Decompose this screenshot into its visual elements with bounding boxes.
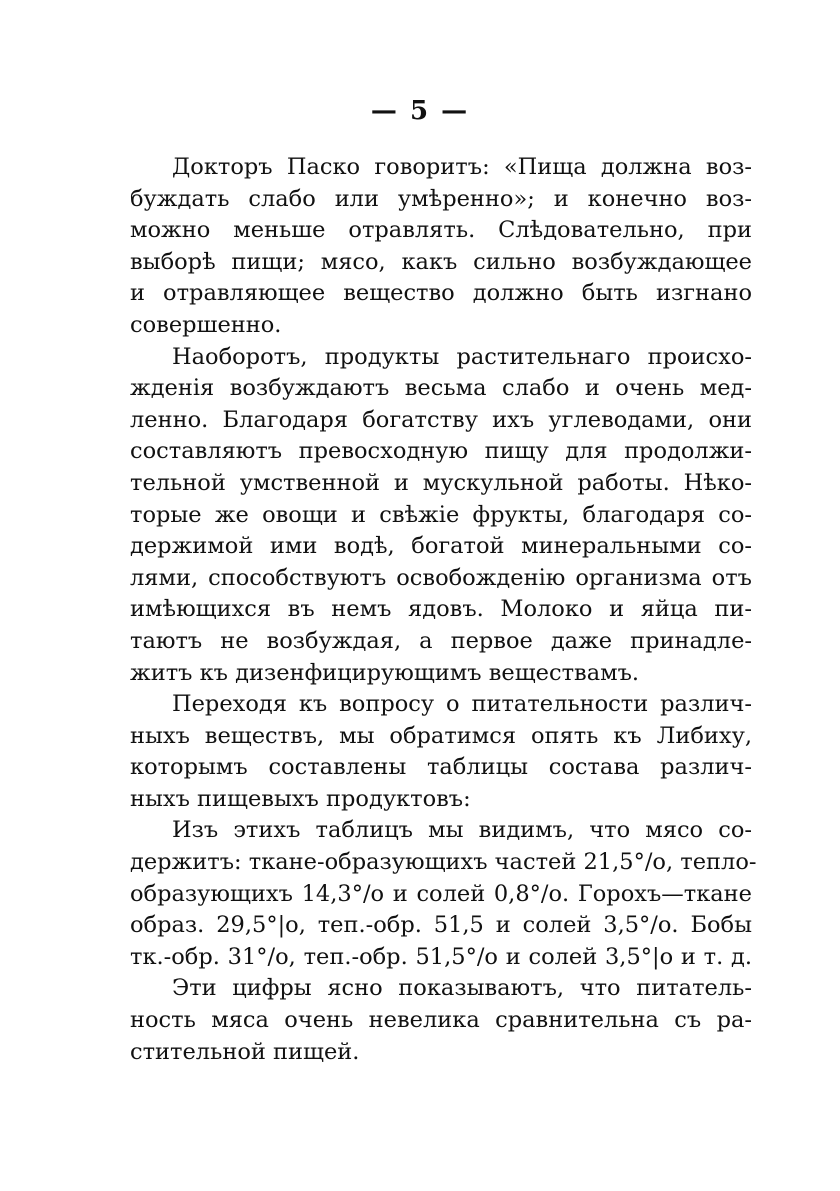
text-line: ленно. Благодаря богатству ихъ углеводами, они (130, 406, 752, 433)
text-line: Изъ этихъ таблицъ мы видимъ, что мясо со- (172, 817, 752, 844)
text-line: держимой ими водѣ, богатой минеральными со- (130, 533, 752, 560)
text-line: Наоборотъ, продукты растительнаго происхо- (172, 343, 752, 370)
paragraph (130, 815, 757, 973)
text-line: которымъ составлены таблицы состава различ- (130, 754, 752, 781)
text-line: житъ къ дизенфицирующимъ веществамъ. (130, 659, 640, 686)
text-line: торые же овощи и свѣжіе фрукты, благодаря со- (130, 501, 752, 528)
text-line: выборѣ пищи; мясо, какъ сильно возбуждающее (130, 248, 752, 275)
text-line: образ. 29,5°|о, теп.-обр. 51,5 и солей 3,5°/о. Бобы (130, 912, 752, 939)
text-line: стительной пищей. (130, 1038, 360, 1065)
paragraph (130, 152, 752, 342)
page-number: — 5 — (370, 96, 470, 126)
text-line: и отравляющее вещество должно быть изгнано (130, 280, 752, 307)
text-line: имѣющихся въ немъ ядовъ. Молоко и яйца пи- (130, 596, 752, 623)
paragraph (130, 689, 752, 815)
text-line: тельной умственной и мускульной работы. Нѣко- (130, 469, 752, 496)
text-line: Эти цифры ясно показываютъ, что питатель- (172, 975, 752, 1002)
text-line: таютъ не возбуждая, а первое даже принадле- (130, 627, 752, 654)
text-line: жденія возбуждаютъ весьма слабо и очень мед- (130, 375, 752, 402)
text-line: держитъ: ткане-образующихъ частей 21,5°/о, тепло- (130, 849, 757, 876)
text-line: Переходя къ вопросу о питательности различ- (172, 691, 752, 718)
text-line: можно меньше отравлять. Слѣдовательно, при (130, 217, 752, 244)
text-line: составляютъ превосходную пищу для продолжи- (130, 438, 752, 465)
text-line: тк.-обр. 31°/о, теп.-обр. 51,5°/о и солей 3,5°|о и т. д. (130, 943, 752, 970)
text-line: ность мяса очень невелика сравнительна съ ра- (130, 1007, 752, 1034)
text-line: образующихъ 14,3°/о и солей 0,8°/о. Горохъ—ткане (130, 880, 752, 907)
paragraph (130, 342, 752, 690)
text-line: ныхъ веществъ, мы обратимся опять къ Либиху, (130, 722, 752, 749)
text-line: совершенно. (130, 311, 282, 338)
text-line: Докторъ Паско говоритъ: «Пища должна воз- (172, 154, 752, 180)
paragraph (130, 973, 752, 1068)
text-line: ныхъ пищевыхъ продуктовъ: (130, 785, 471, 812)
text-line: буждать слабо или умѣренно»; и конечно воз- (130, 185, 752, 212)
text-line: лями, способствуютъ освобожденію организма отъ (130, 564, 752, 591)
body-text (130, 152, 757, 1068)
